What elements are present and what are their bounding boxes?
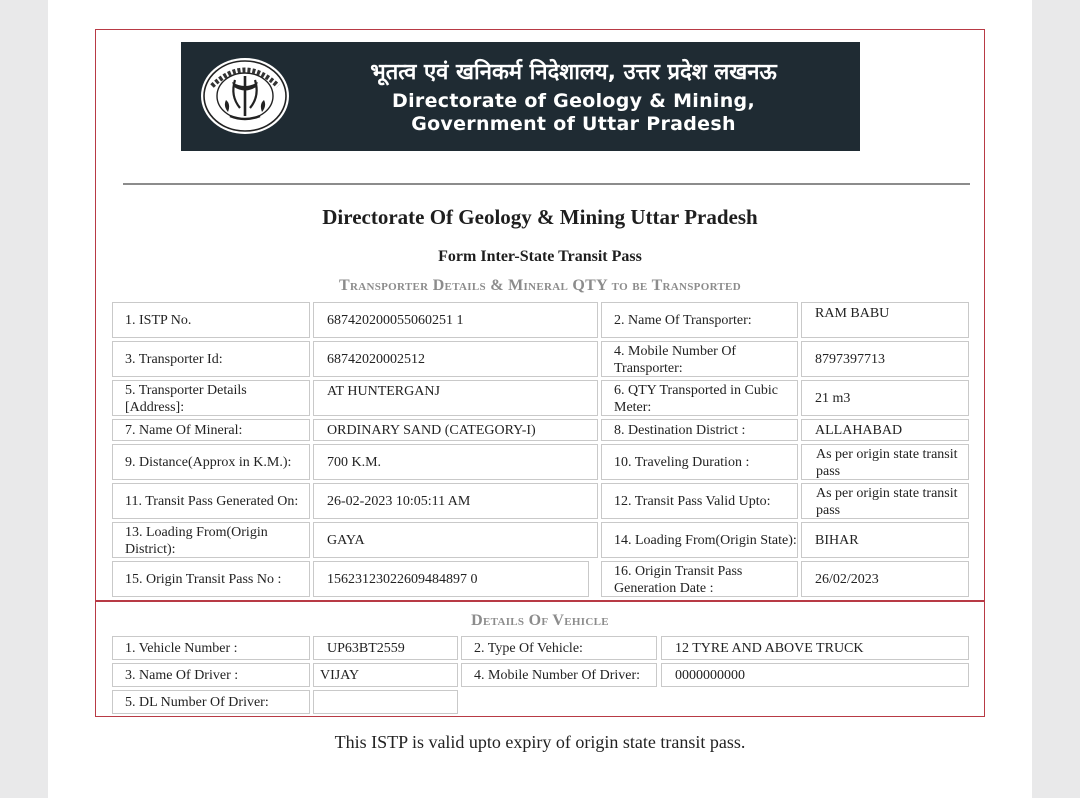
up-government-seal-icon (200, 56, 290, 136)
istp-number-value: 687420200055060251 1 (313, 302, 598, 338)
field-label: 5. DL Number Of Driver: (112, 690, 310, 714)
header-english-line1: Directorate of Geology & Mining, (392, 90, 755, 112)
field-label: 13. Loading From(Origin District): (112, 522, 310, 558)
field-label: 9. Distance(Approx in K.M.): (112, 444, 310, 480)
distance-value: 700 K.M. (313, 444, 598, 480)
field-label: 3. Name Of Driver : (112, 663, 310, 687)
transporter-section-title: Transporter Details & Mineral QTY to be Transported (339, 277, 741, 294)
field-label: 4. Mobile Number Of Driver: (461, 663, 657, 687)
pass-generated-on-value: 26-02-2023 10:05:11 AM (313, 483, 598, 519)
field-label: 11. Transit Pass Generated On: (112, 483, 310, 519)
transporter-id-value: 68742020002512 (313, 341, 598, 377)
origin-district-value: GAYA (313, 522, 598, 558)
transporter-name-value: RAM BABU (801, 302, 969, 338)
field-label: 16. Origin Transit Pass Generation Date : (601, 561, 798, 597)
field-label: 1. ISTP No. (112, 302, 310, 338)
field-label: 10. Traveling Duration : (601, 444, 798, 480)
field-label: 15. Origin Transit Pass No : (112, 561, 310, 597)
form-title: Form Inter-State Transit Pass (438, 248, 642, 265)
mineral-name-value: ORDINARY SAND (CATEGORY-I) (313, 419, 598, 441)
origin-pass-generation-date-value: 26/02/2023 (801, 561, 969, 597)
driver-dl-number-value (313, 690, 458, 714)
vehicle-type-value: 12 TYRE AND ABOVE TRUCK (661, 636, 969, 660)
field-label: 4. Mobile Number Of Transporter: (601, 341, 798, 377)
validity-note: This ISTP is valid upto expiry of origin state transit pass. (334, 732, 746, 752)
field-label: 5. Transporter Details [Address]: (112, 380, 310, 416)
origin-state-value: BIHAR (801, 522, 969, 558)
field-label: 2. Type Of Vehicle: (461, 636, 657, 660)
section-divider (95, 600, 985, 602)
quantity-value: 21 m3 (801, 380, 969, 416)
origin-transit-pass-number-value: 15623123022609484897 0 (313, 561, 589, 597)
field-label: 14. Loading From(Origin State): (601, 522, 798, 558)
header-hindi-title: भूतत्व एवं खनिकर्म निदेशालय, उत्तर प्रदेश लखनऊ (370, 60, 777, 85)
field-label: 7. Name Of Mineral: (112, 419, 310, 441)
field-label: 6. QTY Transported in Cubic Meter: (601, 380, 798, 416)
field-label: 12. Transit Pass Valid Upto: (601, 483, 798, 519)
field-label: 2. Name Of Transporter: (601, 302, 798, 338)
document-title: Directorate Of Geology & Mining Uttar Pradesh (322, 205, 758, 229)
field-label: 3. Transporter Id: (112, 341, 310, 377)
header-english-line2: Government of Uttar Pradesh (411, 113, 736, 135)
transporter-mobile-value: 8797397713 (801, 341, 969, 377)
transporter-address-value: AT HUNTERGANJ (313, 380, 598, 416)
field-label: 8. Destination District : (601, 419, 798, 441)
header-banner (181, 42, 860, 151)
vehicle-number-value: UP63BT2559 (313, 636, 458, 660)
destination-district-value: ALLAHABAD (801, 419, 969, 441)
vehicle-section-title: Details Of Vehicle (471, 612, 609, 629)
field-label: 1. Vehicle Number : (112, 636, 310, 660)
driver-mobile-value: 0000000000 (661, 663, 969, 687)
pass-valid-upto-value: As per origin state transit pass (801, 483, 969, 519)
header-divider (123, 183, 970, 185)
driver-name-value: VIJAY (313, 663, 458, 687)
traveling-duration-value: As per origin state transit pass (801, 444, 969, 480)
